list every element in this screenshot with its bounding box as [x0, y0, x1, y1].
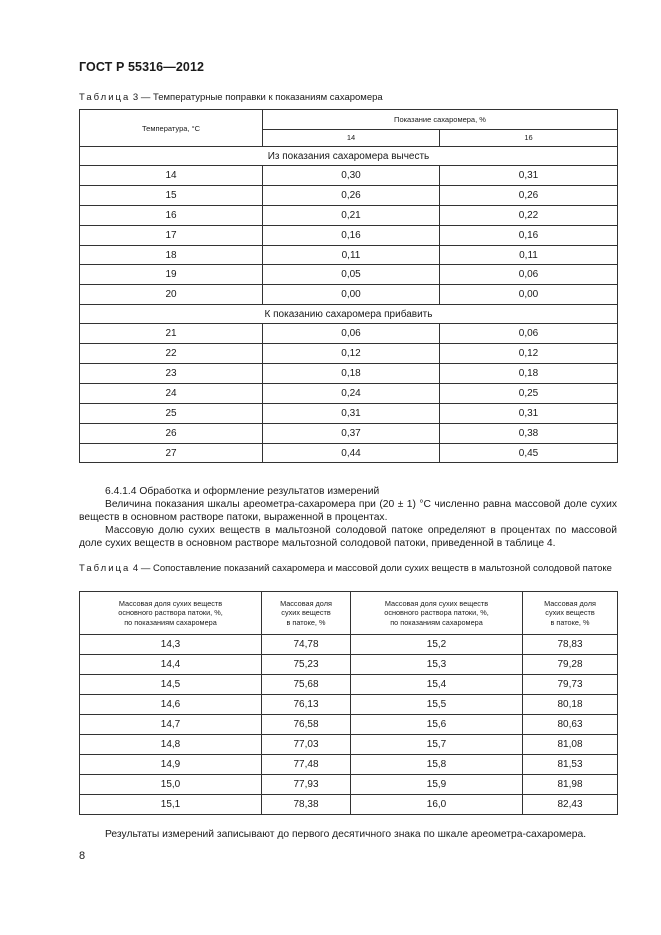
hdr-line: сухих веществ — [545, 608, 595, 618]
table-cell: 15,4 — [351, 675, 523, 695]
table-cell: 0,16 — [440, 225, 618, 245]
table-cell: 25 — [80, 403, 263, 423]
table-cell: 80,18 — [523, 695, 618, 715]
table-cell: 21 — [80, 324, 263, 344]
table-cell: 0,11 — [440, 245, 618, 265]
table-cell: 14,7 — [80, 715, 262, 735]
result-note: Результаты измерений записывают до первого десятичного знака по шкале ареометра-сахаромера. — [105, 829, 587, 840]
hdr-line: основного раствора патоки, %, — [384, 608, 489, 618]
col-16-header: 16 — [440, 129, 618, 146]
table-cell: 14,3 — [80, 635, 262, 655]
col-reading-group-header: Показание сахаромера, % — [263, 110, 618, 130]
table-cell: 0,22 — [440, 205, 618, 225]
table-cell: 0,31 — [440, 166, 618, 186]
table-cell: 16,0 — [351, 795, 523, 815]
table4-caption-text: — Сопоставление показаний сахаромера и массовой доли сухих веществ в мальтозной солодовой патоке — [140, 563, 612, 574]
table-cell: 0,11 — [263, 245, 440, 265]
table-cell: 18 — [80, 245, 263, 265]
table-cell: 24 — [80, 383, 263, 403]
table-row — [80, 715, 618, 735]
table-cell: 0,12 — [440, 344, 618, 364]
col-solution-reading-header — [80, 592, 262, 635]
col-solution-reading-header-2 — [351, 592, 523, 635]
table-cell: 0,45 — [440, 443, 618, 463]
table-cell: 79,28 — [523, 655, 618, 675]
table-cell: 16 — [80, 205, 263, 225]
table-cell: 14,4 — [80, 655, 262, 675]
table-cell: 14,8 — [80, 735, 262, 755]
table-cell: 75,23 — [262, 655, 351, 675]
table-cell: 0,06 — [440, 324, 618, 344]
table-cell: 14,5 — [80, 675, 262, 695]
table-row — [80, 655, 618, 675]
table-row — [80, 205, 618, 225]
col-mass-fraction-header-2 — [523, 592, 618, 635]
table-cell: 76,58 — [262, 715, 351, 735]
table-cell: 15,0 — [80, 775, 262, 795]
document-header: ГОСТ Р 55316—2012 — [79, 60, 205, 74]
table-cell: 15,3 — [351, 655, 523, 675]
table-cell: 0,18 — [263, 364, 440, 384]
table-row — [80, 364, 618, 384]
table-cell: 14 — [80, 166, 263, 186]
table-cell: 0,21 — [263, 205, 440, 225]
table-cell: 15,2 — [351, 635, 523, 655]
table-cell: 26 — [80, 423, 263, 443]
table3-caption-text: — Температурные поправки к показаниям сахаромера — [140, 92, 383, 103]
table-cell: 78,38 — [262, 795, 351, 815]
table-cell: 77,03 — [262, 735, 351, 755]
table-cell: 81,53 — [523, 755, 618, 775]
table-cell: 77,48 — [262, 755, 351, 775]
hdr-line: Массовая доля — [280, 598, 332, 608]
table-cell: 0,00 — [440, 285, 618, 305]
hdr-line: основного раствора патоки, %, — [118, 608, 223, 618]
table-row — [80, 324, 618, 344]
table-row — [80, 285, 618, 305]
table-cell: 0,26 — [440, 185, 618, 205]
table-row — [80, 185, 618, 205]
table-cell: 15,9 — [351, 775, 523, 795]
table-cell: 17 — [80, 225, 263, 245]
page-number: 8 — [79, 850, 86, 862]
table-row — [80, 795, 618, 815]
table-cell: 15,6 — [351, 715, 523, 735]
col-temperature-header: Температура, °С — [80, 110, 263, 147]
saccharometer-comparison-table — [79, 591, 618, 815]
table-section-row — [80, 147, 618, 166]
table-cell: 74,78 — [262, 635, 351, 655]
table-cell: 0,37 — [263, 423, 440, 443]
table-cell: 0,00 — [263, 285, 440, 305]
table-cell: 14,6 — [80, 695, 262, 715]
paragraph-2: Массовую долю сухих веществ в мальтозной солодовой патоке определяют в процентах по массовой доле сухих веществ в основном растворе мальтозной солодовой патоки, приведенной в таблице 4. — [79, 525, 617, 549]
table-cell: 22 — [80, 344, 263, 364]
paragraph-1: Величина показания шкалы ареометра-сахаромера при (20 ± 1) °С численно равна массовой доле сухих веществ в основном растворе патоки, выраженной в процентах. — [79, 499, 617, 523]
section-6-4-1-4 — [79, 485, 617, 550]
section-label: Из показания сахаромера вычесть — [80, 147, 618, 166]
table-cell: 0,16 — [263, 225, 440, 245]
col-14-header: 14 — [263, 129, 440, 146]
hdr-line: Массовая доля сухих веществ — [118, 598, 223, 608]
hdr-line: Массовая доля сухих веществ — [384, 598, 489, 608]
hdr-line: по показаниям сахаромера — [390, 617, 483, 627]
table-cell: 15,1 — [80, 795, 262, 815]
table-section-row — [80, 305, 618, 324]
table-cell: 27 — [80, 443, 263, 463]
table-cell: 0,25 — [440, 383, 618, 403]
table-row — [80, 403, 618, 423]
table-cell: 0,30 — [263, 166, 440, 186]
table4-caption-lead: Таблица — [79, 563, 131, 574]
table-cell: 77,93 — [262, 775, 351, 795]
table-row — [80, 166, 618, 186]
table-cell: 82,43 — [523, 795, 618, 815]
table-row — [80, 423, 618, 443]
table-row — [80, 775, 618, 795]
table-row — [80, 383, 618, 403]
table-cell: 81,98 — [523, 775, 618, 795]
table-cell: 15,7 — [351, 735, 523, 755]
table4-caption-num: 4 — [132, 563, 139, 574]
section-label: К показанию сахаромера прибавить — [80, 305, 618, 324]
table-cell: 23 — [80, 364, 263, 384]
table-cell: 19 — [80, 265, 263, 285]
table-row — [80, 245, 618, 265]
table4-caption — [79, 563, 619, 575]
table-cell: 0,26 — [263, 185, 440, 205]
table3-caption-num: 3 — [132, 92, 139, 103]
table-cell: 80,63 — [523, 715, 618, 735]
table-row — [80, 755, 618, 775]
section-heading: 6.4.1.4 Обработка и оформление результатов измерений — [105, 486, 380, 497]
table-cell: 14,9 — [80, 755, 262, 775]
table-row — [80, 635, 618, 655]
hdr-line: Массовая доля — [544, 598, 596, 608]
hdr-line: сухих веществ — [281, 608, 331, 618]
table-row — [80, 344, 618, 364]
table-cell: 15,8 — [351, 755, 523, 775]
table-cell: 79,73 — [523, 675, 618, 695]
table-cell: 0,24 — [263, 383, 440, 403]
col-mass-fraction-header — [262, 592, 351, 635]
table-cell: 0,05 — [263, 265, 440, 285]
table-cell: 0,31 — [440, 403, 618, 423]
table-cell: 76,13 — [262, 695, 351, 715]
table-row — [80, 265, 618, 285]
hdr-line: в патоке, % — [286, 617, 326, 627]
table-row — [80, 735, 618, 755]
table-cell: 78,83 — [523, 635, 618, 655]
table-cell: 15 — [80, 185, 263, 205]
table-cell: 20 — [80, 285, 263, 305]
table3-caption — [79, 92, 619, 104]
table-row — [80, 225, 618, 245]
table-cell: 0,06 — [263, 324, 440, 344]
table-cell: 0,31 — [263, 403, 440, 423]
hdr-line: в патоке, % — [550, 617, 590, 627]
table3-caption-lead: Таблица — [79, 92, 131, 103]
table-cell: 0,06 — [440, 265, 618, 285]
table-cell: 0,12 — [263, 344, 440, 364]
table-cell: 15,5 — [351, 695, 523, 715]
table-cell: 0,44 — [263, 443, 440, 463]
table-cell: 0,38 — [440, 423, 618, 443]
table-cell: 0,18 — [440, 364, 618, 384]
table-cell: 81,08 — [523, 735, 618, 755]
table-row — [80, 443, 618, 463]
table-cell: 75,68 — [262, 675, 351, 695]
hdr-line: по показаниям сахаромера — [124, 617, 217, 627]
temperature-correction-table — [79, 109, 618, 463]
table-row — [80, 675, 618, 695]
table-row — [80, 695, 618, 715]
